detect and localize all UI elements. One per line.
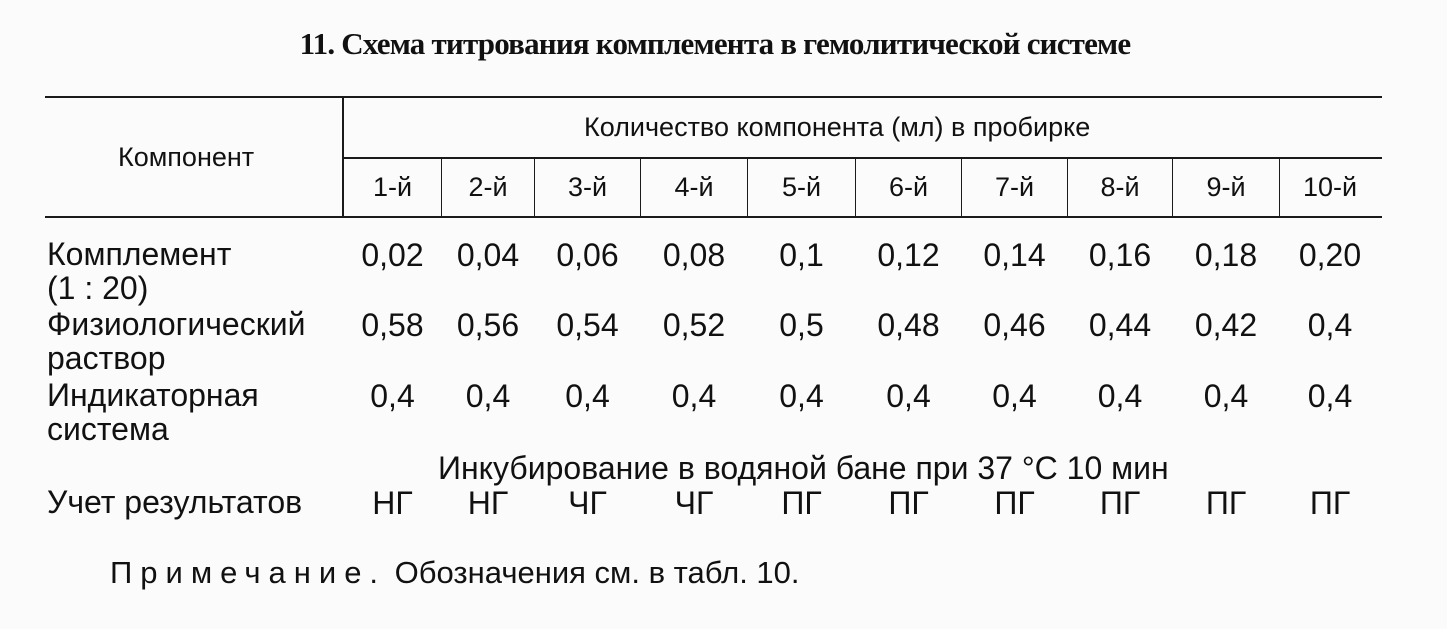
note-prefix: Примечание. xyxy=(110,555,387,590)
result-cell: ПГ xyxy=(994,485,1035,521)
tube-header: 1-й xyxy=(372,172,413,202)
tube-header: 10-й xyxy=(1302,172,1358,202)
quantity-header: Количество компонента (мл) в пробирке xyxy=(584,112,1091,142)
row-label-complement xyxy=(47,237,231,305)
table-cell: 0,52 xyxy=(662,307,726,343)
table-cell: 0,06 xyxy=(556,237,619,273)
result-cell: ПГ xyxy=(1309,485,1351,521)
result-cell: НГ xyxy=(372,485,413,521)
component-header: Компонент xyxy=(118,142,255,172)
table-note xyxy=(110,555,800,591)
header-bottom-rule xyxy=(45,216,1382,218)
result-cell: ПГ xyxy=(1205,485,1247,521)
table-title: 11. Схема титрования комплемента в гемолитической системе xyxy=(299,26,1131,61)
tube-header: 2-й xyxy=(468,172,508,202)
tube-header: 7-й xyxy=(994,172,1035,202)
result-cell: ПГ xyxy=(781,485,822,521)
quantity-header-rule xyxy=(342,157,1382,159)
table-cell: 0,04 xyxy=(456,237,520,273)
table-cell: 0,48 xyxy=(877,307,940,343)
table-cell: 0,12 xyxy=(877,237,940,273)
table-cell: 0,02 xyxy=(361,237,424,273)
result-cell: ЧГ xyxy=(568,485,607,521)
tube-header: 3-й xyxy=(567,172,608,202)
incubation-note: Инкубирование в водяной бане при 37 °С 10 мин xyxy=(438,450,1169,486)
row-label-line: Индикаторная xyxy=(47,377,259,413)
result-cell: ЧГ xyxy=(674,485,714,521)
table-cell: 0,4 xyxy=(1307,307,1353,343)
row-label-indicator xyxy=(47,378,259,446)
tube-header: 5-й xyxy=(781,172,822,202)
row-label-line: раствор xyxy=(47,340,166,376)
result-cell: ПГ xyxy=(1099,485,1141,521)
table-cell: 0,16 xyxy=(1088,237,1152,273)
table-cell: 0,4 xyxy=(779,378,824,414)
table-cell: 0,4 xyxy=(992,378,1037,414)
table-cell: 0,44 xyxy=(1088,307,1152,343)
tube-header: 4-й xyxy=(674,172,714,202)
tube-header: 8-й xyxy=(1100,172,1140,202)
row-label-line: (1 : 20) xyxy=(47,270,149,306)
table-cell: 0,46 xyxy=(983,307,1046,343)
result-cell: ПГ xyxy=(888,485,929,521)
table-cell: 0,56 xyxy=(456,307,520,343)
row-label-results: Учет результатов xyxy=(47,484,303,520)
table-cell: 0,4 xyxy=(565,378,610,414)
table-cell: 0,08 xyxy=(662,237,726,273)
table-cell: 0,4 xyxy=(465,378,511,414)
row-label-line: Физиологический xyxy=(47,306,306,342)
note-text: Обозначения см. в табл. 10. xyxy=(386,555,800,590)
table-cell: 0,1 xyxy=(779,237,824,273)
tube-header: 6-й xyxy=(888,172,929,202)
table-cell: 0,4 xyxy=(671,378,717,414)
table-cell: 0,4 xyxy=(370,378,415,414)
table-cell: 0,20 xyxy=(1298,237,1362,273)
tube-header: 9-й xyxy=(1206,172,1246,202)
top-rule xyxy=(45,96,1382,98)
table-cell: 0,4 xyxy=(1307,378,1353,414)
table-cell: 0,4 xyxy=(1097,378,1143,414)
table-cell: 0,5 xyxy=(779,307,824,343)
table-cell: 0,18 xyxy=(1194,237,1258,273)
result-cell: НГ xyxy=(467,485,509,521)
table-cell: 0,58 xyxy=(361,307,424,343)
table-cell: 0,14 xyxy=(983,237,1046,273)
table-cell: 0,4 xyxy=(886,378,931,414)
table-cell: 0,42 xyxy=(1194,307,1258,343)
table-cell: 0,4 xyxy=(1203,378,1249,414)
row-label-saline xyxy=(47,307,305,375)
row-label-line: система xyxy=(47,411,169,447)
table-cell: 0,54 xyxy=(556,307,619,343)
row-label-line: Комплемент xyxy=(47,236,232,272)
